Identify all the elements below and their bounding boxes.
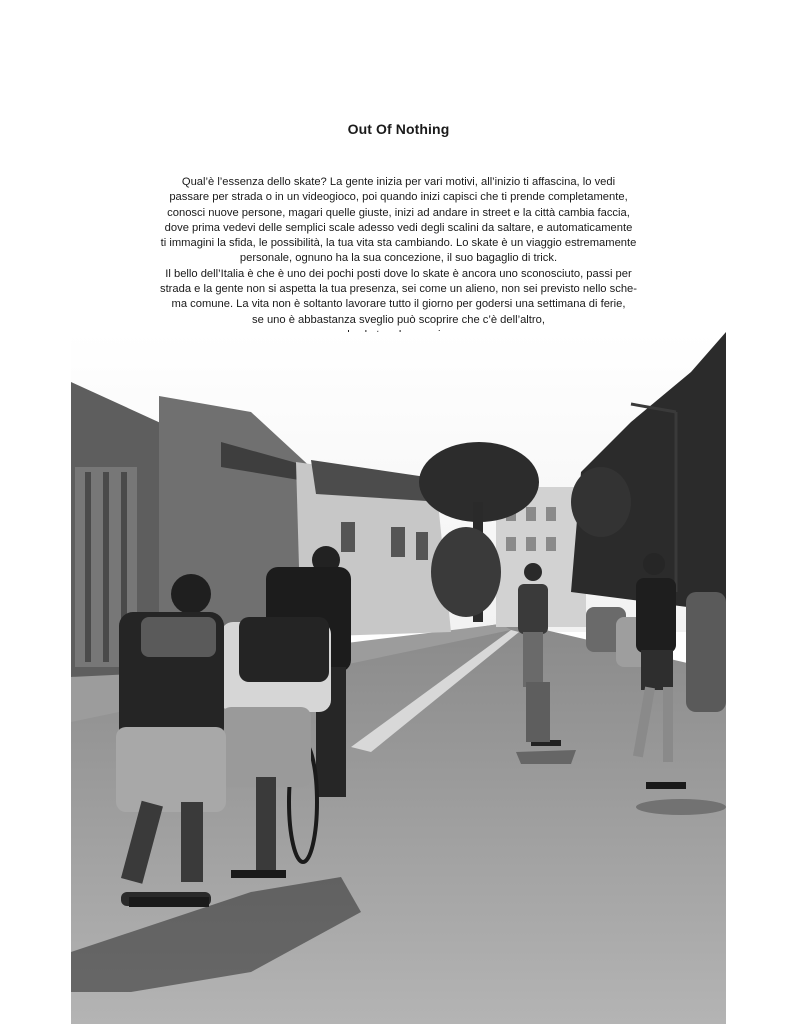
body-line: ti immagini la sfida, le possibilità, la tua vita sta cambiando. Lo skate è un viaggio estremamente	[160, 237, 637, 250]
body-line: dove prima vedevi delle semplici scale adesso vedi degli scalini da saltare, e automaticamente	[164, 221, 633, 234]
body-line: strada e la gente non si aspetta la tua presenza, sei come un alieno, non sei previsto nello sche-	[159, 283, 637, 296]
body-line: personale, ognuno ha la sua concezione, il suo bagaglio di trick.	[239, 252, 558, 265]
body-line: Il bello dell’Italia è che è uno dei pochi posti dove lo skate è ancora uno sconosciuto, passi per	[165, 267, 632, 280]
body-line: passare per strada o in un videogioco, poi quando inizi capisci che ti prende completamente,	[169, 191, 628, 204]
parked-car	[686, 592, 726, 712]
article-title: Out Of Nothing	[347, 121, 450, 137]
body-line: Qual’è l’essenza dello skate? La gente inizia per vari motivi, all’inizio ti affascina, lo vedi	[181, 176, 616, 188]
article-body	[130, 175, 667, 343]
body-line: ma comune. La vita non è soltanto lavorare tutto il giorno per godersi una settimana di ferie,	[171, 298, 626, 311]
skate-street-photo	[71, 332, 726, 1024]
body-line: conosci nuove persone, magari quelle giuste, inizi ad andare in street e la città cambia faccia,	[167, 206, 630, 219]
body-line: se uno è abbastanza sveglio può scoprire che c’è dell’altro,	[252, 313, 545, 326]
